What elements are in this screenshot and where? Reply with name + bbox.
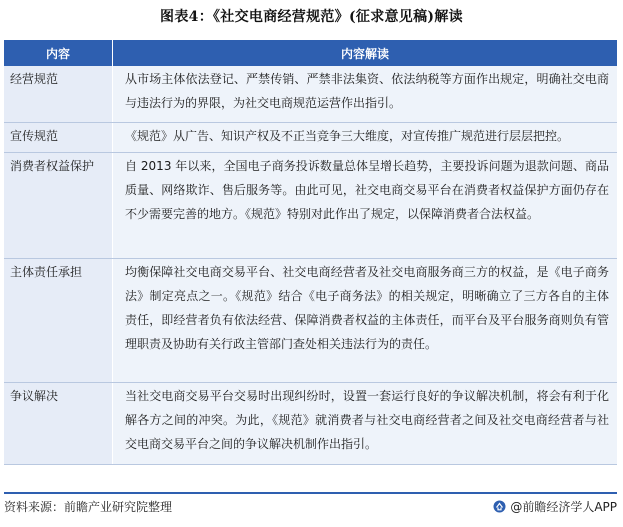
row-label: 争议解决 — [4, 382, 113, 464]
row-label: 宣传规范 — [4, 122, 113, 152]
footer-divider — [4, 492, 617, 494]
row-content: 《规范》从广告、知识产权及不正当竞争三大维度，对宣传推广规范进行层层把控。 — [113, 122, 618, 152]
source-note: 资料来源：前瞻产业研究院整理 — [4, 500, 173, 514]
row-content: 均衡保障社交电商交易平台、社交电商经营者及社交电商服务商三方的权益，是《电子商务法》制定亮点之一。《规范》结合《电子商务法》的相关规定，明晰确立了三方各自的主体责任，即经营者负有依法经营、保障消费者权益的主体责任，而平台及平台服务商则负有管理职责及协助有关行政主管部门查处相关违法行为的责任。 — [113, 258, 618, 382]
table-row — [4, 122, 617, 152]
row-content: 自 2013 年以来，全国电子商务投诉数量总体呈增长趋势，主要投诉问题为退款问题、商品质量、网络欺诈、售后服务等。由此可见，社交电商交易平台在消费者权益保护方面仍存在不少需要完善的地方。《规范》特别对此作出了规定，以保障消费者合法权益。 — [113, 152, 618, 258]
interpretation-table — [4, 40, 617, 465]
figure-title: 图表4：《社交电商经营规范》(征求意见稿)解读 — [160, 9, 463, 25]
brand-credit — [493, 498, 617, 515]
header-interpretation: 内容解读 — [113, 40, 618, 66]
table-row — [4, 66, 617, 122]
row-content: 当社交电商交易平台交易时出现纠纷时，设置一套运行良好的争议解决机制，将会有利于化解各方之间的冲突。为此，《规范》就消费者与社交电商经营者之间及社交电商经营者与社交电商交易平台之间的争议解决机制作出指引。 — [113, 382, 618, 464]
row-label: 经营规范 — [4, 66, 113, 122]
table-row — [4, 382, 617, 464]
row-content: 从市场主体依法登记、严禁传销、严禁非法集资、依法纳税等方面作出规定，明确社交电商与违法行为的界限，为社交电商规范运营作出指引。 — [113, 66, 618, 122]
table-row — [4, 258, 617, 382]
qianzhan-logo-icon — [493, 500, 506, 513]
header-content: 内容 — [4, 40, 113, 66]
table-header-row — [4, 40, 617, 66]
row-label: 消费者权益保护 — [4, 152, 113, 258]
brand-label: @前瞻经济学人APP — [510, 500, 617, 514]
table-row — [4, 152, 617, 258]
row-label: 主体责任承担 — [4, 258, 113, 382]
